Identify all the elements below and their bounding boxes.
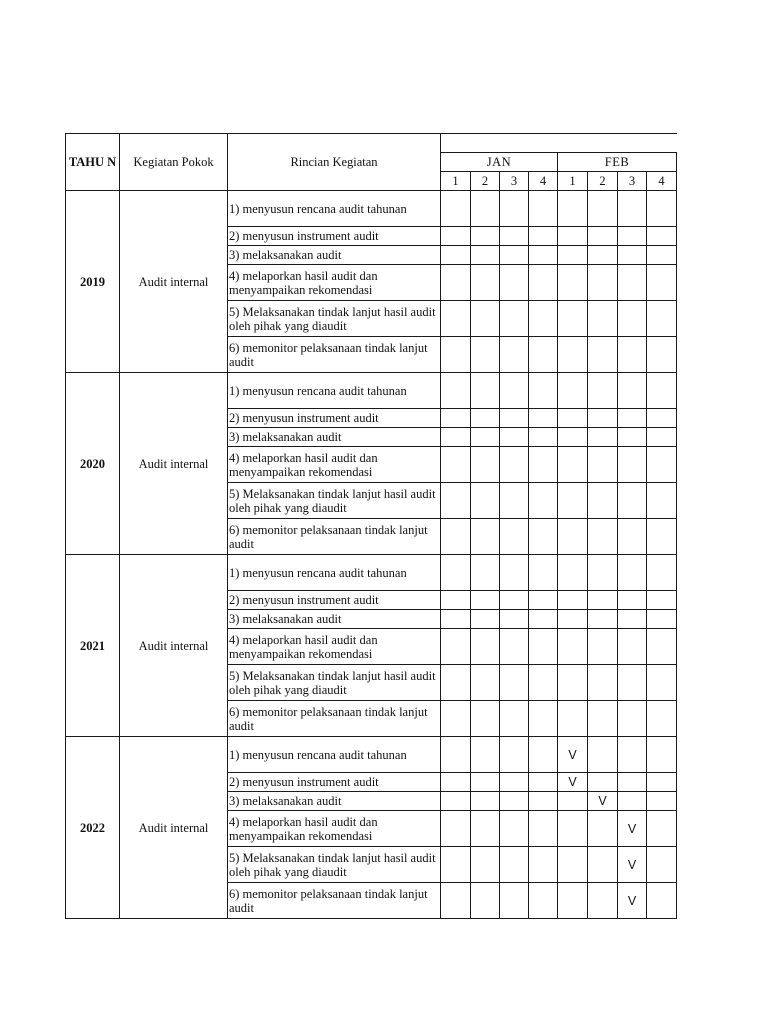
schedule-mark-cell (618, 191, 647, 227)
schedule-mark-cell (647, 337, 677, 373)
schedule-mark-cell (647, 773, 677, 792)
schedule-mark-cell (529, 610, 558, 629)
schedule-mark-cell (558, 191, 588, 227)
schedule-mark-cell (558, 629, 588, 665)
schedule-mark-cell (558, 265, 588, 301)
rincian-kegiatan-cell: 6) memonitor pelaksanaan tindak lanjut audit (228, 883, 441, 919)
schedule-mark-cell (529, 773, 558, 792)
schedule-mark-cell (588, 555, 618, 591)
header-week: 3 (618, 172, 647, 191)
schedule-mark-cell (441, 483, 471, 519)
schedule-mark-cell (500, 847, 529, 883)
schedule-mark-cell (441, 737, 471, 773)
schedule-mark-cell (647, 301, 677, 337)
schedule-mark-cell (558, 519, 588, 555)
schedule-mark-cell (588, 428, 618, 447)
schedule-mark-cell (618, 409, 647, 428)
schedule-mark-cell (500, 483, 529, 519)
schedule-mark-cell (529, 301, 558, 337)
schedule-mark-cell (588, 191, 618, 227)
schedule-mark-cell (558, 610, 588, 629)
kegiatan-pokok-cell: Audit internal (120, 191, 228, 373)
schedule-mark-cell (588, 811, 618, 847)
rincian-kegiatan-cell: 3) melaksanakan audit (228, 246, 441, 265)
schedule-mark-cell (529, 447, 558, 483)
schedule-mark-cell (500, 737, 529, 773)
schedule-mark-cell (588, 373, 618, 409)
schedule-mark-cell (647, 246, 677, 265)
schedule-mark-cell (500, 811, 529, 847)
header-month-jan: JAN (441, 153, 558, 172)
schedule-mark-cell (529, 428, 558, 447)
schedule-mark-cell (471, 610, 500, 629)
schedule-mark-cell (441, 519, 471, 555)
schedule-mark-cell (471, 191, 500, 227)
schedule-mark-cell (529, 847, 558, 883)
schedule-mark-cell (500, 792, 529, 811)
schedule-mark-cell (588, 447, 618, 483)
schedule-mark-cell (471, 409, 500, 428)
schedule-mark-cell (647, 811, 677, 847)
schedule-mark-cell (441, 191, 471, 227)
schedule-mark-cell (558, 792, 588, 811)
schedule-mark-cell (647, 428, 677, 447)
schedule-mark-cell: V (618, 811, 647, 847)
header-month-feb: FEB (558, 153, 677, 172)
schedule-mark-cell (471, 591, 500, 610)
header-tahun: TAHU N (66, 134, 120, 191)
schedule-mark-cell (588, 227, 618, 246)
schedule-mark-cell (500, 227, 529, 246)
schedule-mark-cell (529, 191, 558, 227)
schedule-mark-cell (588, 409, 618, 428)
schedule-mark-cell (529, 483, 558, 519)
schedule-mark-cell (441, 591, 471, 610)
schedule-mark-cell (441, 265, 471, 301)
schedule-mark-cell (647, 665, 677, 701)
schedule-mark-cell (558, 301, 588, 337)
schedule-mark-cell (441, 847, 471, 883)
schedule-mark-cell (529, 591, 558, 610)
schedule-mark-cell (647, 701, 677, 737)
schedule-mark-cell (441, 301, 471, 337)
schedule-mark-cell: V (588, 792, 618, 811)
schedule-mark-cell (441, 555, 471, 591)
kegiatan-pokok-cell: Audit internal (120, 373, 228, 555)
schedule-mark-cell (647, 629, 677, 665)
schedule-mark-cell (558, 847, 588, 883)
schedule-mark-cell (558, 555, 588, 591)
schedule-mark-cell (588, 265, 618, 301)
schedule-mark-cell (471, 373, 500, 409)
schedule-mark-cell (500, 773, 529, 792)
header-rincian-kegiatan: Rincian Kegiatan (228, 134, 441, 191)
schedule-mark-cell (618, 665, 647, 701)
schedule-mark-cell (441, 665, 471, 701)
kegiatan-pokok-cell: Audit internal (120, 737, 228, 919)
schedule-mark-cell (647, 555, 677, 591)
schedule-mark-cell (529, 337, 558, 373)
schedule-mark-cell (618, 555, 647, 591)
schedule-mark-cell (471, 883, 500, 919)
schedule-mark-cell (471, 773, 500, 792)
schedule-mark-cell (618, 301, 647, 337)
rincian-kegiatan-cell: 5) Melaksanakan tindak lanjut hasil audit oleh pihak yang diaudit (228, 301, 441, 337)
schedule-mark-cell (441, 701, 471, 737)
schedule-mark-cell (558, 246, 588, 265)
schedule-mark-cell (588, 773, 618, 792)
schedule-mark-cell (558, 483, 588, 519)
rincian-kegiatan-cell: 2) menyusun instrument audit (228, 409, 441, 428)
schedule-mark-cell: V (618, 883, 647, 919)
schedule-mark-cell (471, 301, 500, 337)
schedule-mark-cell (647, 191, 677, 227)
schedule-mark-cell (500, 665, 529, 701)
schedule-mark-cell (500, 301, 529, 337)
schedule-mark-cell (588, 847, 618, 883)
schedule-mark-cell (471, 447, 500, 483)
rincian-kegiatan-cell: 3) melaksanakan audit (228, 610, 441, 629)
schedule-mark-cell (500, 373, 529, 409)
schedule-mark-cell (588, 591, 618, 610)
schedule-mark-cell (441, 811, 471, 847)
schedule-mark-cell (529, 555, 558, 591)
schedule-mark-cell (441, 227, 471, 246)
activity-row (66, 373, 677, 409)
schedule-mark-cell: V (558, 737, 588, 773)
schedule-mark-cell (618, 591, 647, 610)
schedule-mark-cell (471, 246, 500, 265)
schedule-mark-cell (588, 610, 618, 629)
schedule-mark-cell (618, 227, 647, 246)
schedule-mark-cell (618, 265, 647, 301)
schedule-mark-cell (529, 246, 558, 265)
schedule-mark-cell (500, 265, 529, 301)
schedule-mark-cell (618, 373, 647, 409)
schedule-mark-cell (441, 883, 471, 919)
schedule-mark-cell (441, 246, 471, 265)
schedule-mark-cell (471, 701, 500, 737)
schedule-table (65, 133, 677, 919)
activity-row (66, 191, 677, 227)
schedule-mark-cell (529, 265, 558, 301)
schedule-mark-cell (441, 629, 471, 665)
schedule-mark-cell (618, 246, 647, 265)
schedule-mark-cell (441, 447, 471, 483)
schedule-mark-cell (588, 246, 618, 265)
activity-row (66, 737, 677, 773)
kegiatan-pokok-cell: Audit internal (120, 555, 228, 737)
schedule-mark-cell (500, 519, 529, 555)
schedule-mark-cell (618, 519, 647, 555)
schedule-mark-cell (500, 591, 529, 610)
schedule-mark-cell (588, 701, 618, 737)
schedule-mark-cell (647, 883, 677, 919)
schedule-mark-cell (647, 737, 677, 773)
schedule-mark-cell (558, 373, 588, 409)
schedule-mark-cell (588, 337, 618, 373)
schedule-mark-cell (471, 847, 500, 883)
schedule-mark-cell (618, 792, 647, 811)
schedule-mark-cell (441, 773, 471, 792)
schedule-mark-cell (471, 737, 500, 773)
year-cell: 2021 (66, 555, 120, 737)
schedule-mark-cell (471, 792, 500, 811)
schedule-mark-cell (618, 447, 647, 483)
schedule-mark-cell (471, 555, 500, 591)
schedule-mark-cell (471, 483, 500, 519)
schedule-mark-cell (500, 701, 529, 737)
schedule-mark-cell (500, 447, 529, 483)
header-week: 2 (588, 172, 618, 191)
schedule-mark-cell (500, 409, 529, 428)
schedule-mark-cell (647, 610, 677, 629)
schedule-mark-cell (471, 629, 500, 665)
schedule-body (66, 134, 677, 919)
schedule-mark-cell (558, 701, 588, 737)
schedule-mark-cell (441, 792, 471, 811)
schedule-mark-cell: V (558, 773, 588, 792)
schedule-mark-cell (500, 337, 529, 373)
schedule-mark-cell (500, 246, 529, 265)
schedule-mark-cell (500, 883, 529, 919)
schedule-mark-cell (471, 337, 500, 373)
schedule-mark-cell (588, 301, 618, 337)
schedule-mark-cell (529, 373, 558, 409)
header-week: 3 (500, 172, 529, 191)
schedule-mark-cell (588, 737, 618, 773)
header-row-top (66, 134, 677, 153)
activity-row (66, 555, 677, 591)
schedule-mark-cell (558, 811, 588, 847)
rincian-kegiatan-cell: 1) menyusun rencana audit tahunan (228, 373, 441, 409)
schedule-mark-cell (500, 629, 529, 665)
schedule-mark-cell (471, 811, 500, 847)
year-cell: 2019 (66, 191, 120, 373)
schedule-mark-cell (471, 265, 500, 301)
schedule-mark-cell (647, 519, 677, 555)
rincian-kegiatan-cell: 2) menyusun instrument audit (228, 773, 441, 792)
schedule-mark-cell: V (618, 847, 647, 883)
rincian-kegiatan-cell: 5) Melaksanakan tindak lanjut hasil audit oleh pihak yang diaudit (228, 847, 441, 883)
rincian-kegiatan-cell: 1) menyusun rencana audit tahunan (228, 555, 441, 591)
schedule-mark-cell (618, 428, 647, 447)
rincian-kegiatan-cell: 2) menyusun instrument audit (228, 227, 441, 246)
schedule-mark-cell (529, 737, 558, 773)
schedule-mark-cell (471, 428, 500, 447)
schedule-mark-cell (500, 428, 529, 447)
schedule-mark-cell (441, 610, 471, 629)
schedule-mark-cell (618, 483, 647, 519)
schedule-mark-cell (558, 665, 588, 701)
schedule-mark-cell (529, 811, 558, 847)
schedule-mark-cell (529, 629, 558, 665)
header-week: 4 (647, 172, 677, 191)
schedule-mark-cell (529, 519, 558, 555)
schedule-mark-cell (441, 337, 471, 373)
rincian-kegiatan-cell: 1) menyusun rencana audit tahunan (228, 737, 441, 773)
rincian-kegiatan-cell: 6) memonitor pelaksanaan tindak lanjut audit (228, 701, 441, 737)
schedule-mark-cell (588, 629, 618, 665)
schedule-mark-cell (647, 265, 677, 301)
schedule-mark-cell (647, 591, 677, 610)
schedule-mark-cell (558, 883, 588, 919)
schedule-mark-cell (647, 483, 677, 519)
schedule-mark-cell (647, 409, 677, 428)
schedule-mark-cell (618, 773, 647, 792)
schedule-mark-cell (618, 629, 647, 665)
schedule-mark-cell (558, 428, 588, 447)
schedule-mark-cell (647, 792, 677, 811)
schedule-mark-cell (441, 409, 471, 428)
schedule-mark-cell (529, 701, 558, 737)
schedule-mark-cell (588, 519, 618, 555)
schedule-mark-cell (529, 409, 558, 428)
header-week: 2 (471, 172, 500, 191)
header-week: 4 (529, 172, 558, 191)
schedule-mark-cell (618, 337, 647, 373)
schedule-mark-cell (618, 737, 647, 773)
rincian-kegiatan-cell: 3) melaksanakan audit (228, 792, 441, 811)
header-week: 1 (441, 172, 471, 191)
schedule-mark-cell (618, 701, 647, 737)
rincian-kegiatan-cell: 6) memonitor pelaksanaan tindak lanjut audit (228, 337, 441, 373)
schedule-mark-cell (647, 373, 677, 409)
schedule-mark-cell (529, 883, 558, 919)
rincian-kegiatan-cell: 4) melaporkan hasil audit dan menyampaikan rekomendasi (228, 811, 441, 847)
rincian-kegiatan-cell: 6) memonitor pelaksanaan tindak lanjut audit (228, 519, 441, 555)
schedule-mark-cell (618, 610, 647, 629)
schedule-mark-cell (647, 847, 677, 883)
rincian-kegiatan-cell: 5) Melaksanakan tindak lanjut hasil audit oleh pihak yang diaudit (228, 483, 441, 519)
rincian-kegiatan-cell: 5) Melaksanakan tindak lanjut hasil audit oleh pihak yang diaudit (228, 665, 441, 701)
schedule-mark-cell (647, 227, 677, 246)
rincian-kegiatan-cell: 4) melaporkan hasil audit dan menyampaikan rekomendasi (228, 629, 441, 665)
rincian-kegiatan-cell: 3) melaksanakan audit (228, 428, 441, 447)
schedule-mark-cell (441, 373, 471, 409)
schedule-mark-cell (441, 428, 471, 447)
schedule-mark-cell (471, 519, 500, 555)
schedule-mark-cell (647, 447, 677, 483)
schedule-mark-cell (500, 610, 529, 629)
rincian-kegiatan-cell: 4) melaporkan hasil audit dan menyampaikan rekomendasi (228, 265, 441, 301)
schedule-mark-cell (558, 409, 588, 428)
schedule-mark-cell (471, 665, 500, 701)
schedule-mark-cell (558, 447, 588, 483)
rincian-kegiatan-cell: 2) menyusun instrument audit (228, 591, 441, 610)
year-cell: 2022 (66, 737, 120, 919)
schedule-mark-cell (529, 792, 558, 811)
header-kegiatan-pokok: Kegiatan Pokok (120, 134, 228, 191)
schedule-mark-cell (588, 483, 618, 519)
schedule-mark-cell (558, 337, 588, 373)
rincian-kegiatan-cell: 4) melaporkan hasil audit dan menyampaikan rekomendasi (228, 447, 441, 483)
schedule-mark-cell (588, 883, 618, 919)
schedule-mark-cell (500, 555, 529, 591)
year-cell: 2020 (66, 373, 120, 555)
schedule-mark-cell (558, 591, 588, 610)
schedule-mark-cell (500, 191, 529, 227)
schedule-mark-cell (471, 227, 500, 246)
schedule-mark-cell (588, 665, 618, 701)
rincian-kegiatan-cell: 1) menyusun rencana audit tahunan (228, 191, 441, 227)
header-week: 1 (558, 172, 588, 191)
schedule-mark-cell (558, 227, 588, 246)
schedule-mark-cell (529, 665, 558, 701)
schedule-mark-cell (529, 227, 558, 246)
header-period-blank (441, 134, 677, 153)
